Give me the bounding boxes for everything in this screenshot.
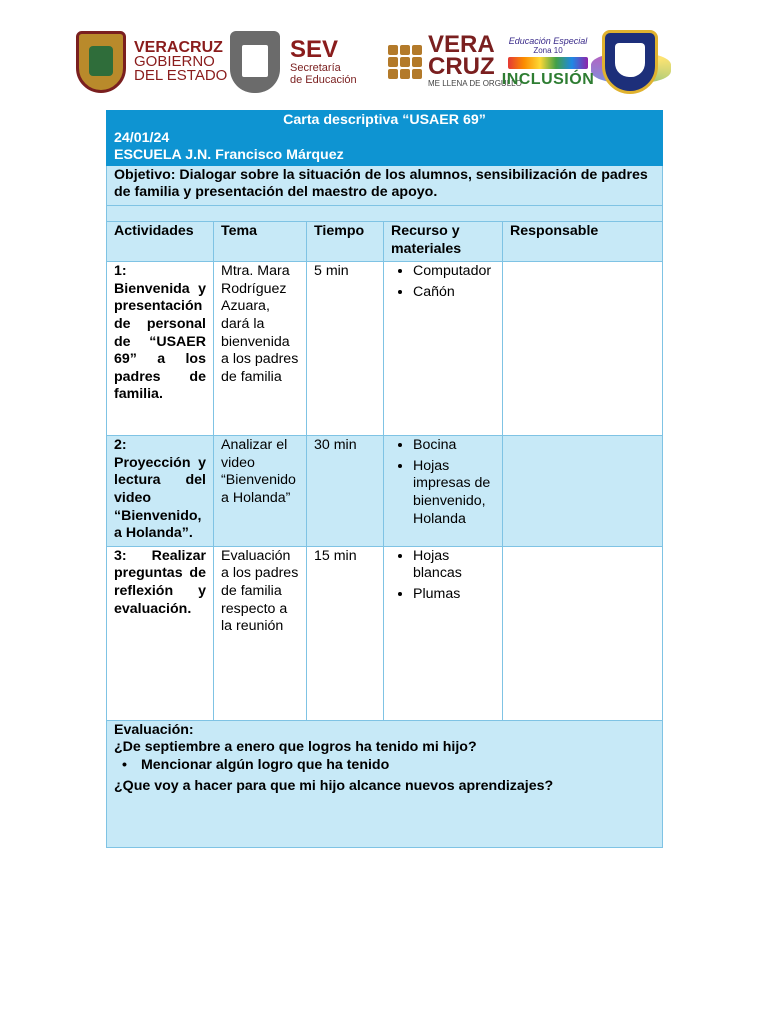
table-row <box>107 436 663 547</box>
usaer-badge-icon <box>602 30 658 94</box>
resource-item: • Hojas impresas de bienvenido, Holanda <box>413 458 495 528</box>
brand-pattern-icon <box>388 45 422 79</box>
spacer-row <box>107 205 663 221</box>
time-cell: 30 min <box>307 436 384 547</box>
inclusion-logo-line1: Educación Especial <box>508 35 588 46</box>
activity-cell: 2: Proyección y lectura del video “Bienvenido, a Holanda”. <box>107 436 214 547</box>
sev-logo-name: SEV <box>290 36 339 63</box>
descriptive-chart-table <box>106 110 663 848</box>
evaluation-bullet: • Mencionar algún logro que ha tenido <box>122 757 655 775</box>
activity-cell: 3: Realizar preguntas de reflexión y evaluación. <box>107 546 214 720</box>
topic-cell: Mtra. Mara Rodríguez Azuara, dará la bienvenida a los padres de familia <box>214 262 307 436</box>
logo-bar <box>70 22 710 102</box>
evaluation-row <box>107 720 663 847</box>
evaluation-title: Evaluación: <box>114 721 194 738</box>
veracruz-logo-line2: GOBIERNO <box>134 53 215 70</box>
table-row <box>107 546 663 720</box>
sev-logo <box>230 22 357 102</box>
responsible-cell <box>503 262 663 436</box>
column-header-time: Tiempo <box>307 221 384 261</box>
resource-item: • Computador <box>413 263 495 281</box>
usaer-logo <box>602 22 658 102</box>
veracruz-shield-icon <box>76 31 126 93</box>
column-header-resources: Recurso y materiales <box>384 221 503 261</box>
inclusion-logo-word: INCLUSIÓN <box>501 70 595 88</box>
veracruz-government-logo <box>76 22 227 102</box>
evaluation-question-2: ¿Que voy a hacer para que mi hijo alcance nuevos aprendizajes? <box>114 777 554 794</box>
inclusion-logo-line2: Zona 10 <box>533 45 563 55</box>
column-header-topic: Tema <box>214 221 307 261</box>
responsible-cell <box>503 436 663 547</box>
activity-cell: 1: Bienvenida y presentación de personal de “USAER 69” a los padres de familia. <box>107 262 214 436</box>
column-header-activities: Actividades <box>107 221 214 261</box>
veracruz-logo-line3: DEL ESTADO <box>134 67 228 84</box>
veracruz-logo-line1: VERACRUZ <box>134 39 223 56</box>
evaluation-section <box>107 720 663 847</box>
responsible-cell <box>503 546 663 720</box>
resources-cell <box>384 546 503 720</box>
column-header-row <box>107 221 663 261</box>
document-title: Carta descriptiva “USAER 69” <box>283 112 486 128</box>
inclusion-figures-icon <box>508 57 588 69</box>
inclusion-logo <box>502 22 594 102</box>
time-cell: 5 min <box>307 262 384 436</box>
sev-logo-line1: Secretaría <box>290 62 341 74</box>
column-header-responsible: Responsable <box>503 221 663 261</box>
resource-item: • Cañón <box>413 284 495 302</box>
objective-text: Objetivo: Dialogar sobre la situación de los alumnos, sensibilización de padres de familia y presentación del maestro de apoyo. <box>107 165 663 205</box>
brand-logo-slogan: ME LLENA DE ORGULLO <box>428 79 522 88</box>
sev-shield-icon <box>230 31 280 93</box>
sev-logo-line2: de Educación <box>290 74 357 86</box>
resource-item: • Hojas blancas <box>413 548 495 583</box>
table-header <box>107 111 663 166</box>
evaluation-question-1: ¿De septiembre a enero que logros ha tenido mi hijo? <box>114 739 477 756</box>
topic-cell: Analizar el video “Bienvenido a Holanda” <box>214 436 307 547</box>
brand-logo-line1: VERA <box>428 31 495 58</box>
resources-cell <box>384 262 503 436</box>
topic-cell: Evaluación a los padres de familia respecto a la reunión <box>214 546 307 720</box>
table-row <box>107 262 663 436</box>
resource-item: • Plumas <box>413 586 495 604</box>
brand-logo-line2: CRUZ <box>428 53 495 80</box>
resource-item: • Bocina <box>413 437 495 455</box>
school-name: ESCUELA J.N. Francisco Márquez <box>114 147 344 164</box>
resources-cell <box>384 436 503 547</box>
document-date: 24/01/24 <box>114 129 170 146</box>
time-cell: 15 min <box>307 546 384 720</box>
